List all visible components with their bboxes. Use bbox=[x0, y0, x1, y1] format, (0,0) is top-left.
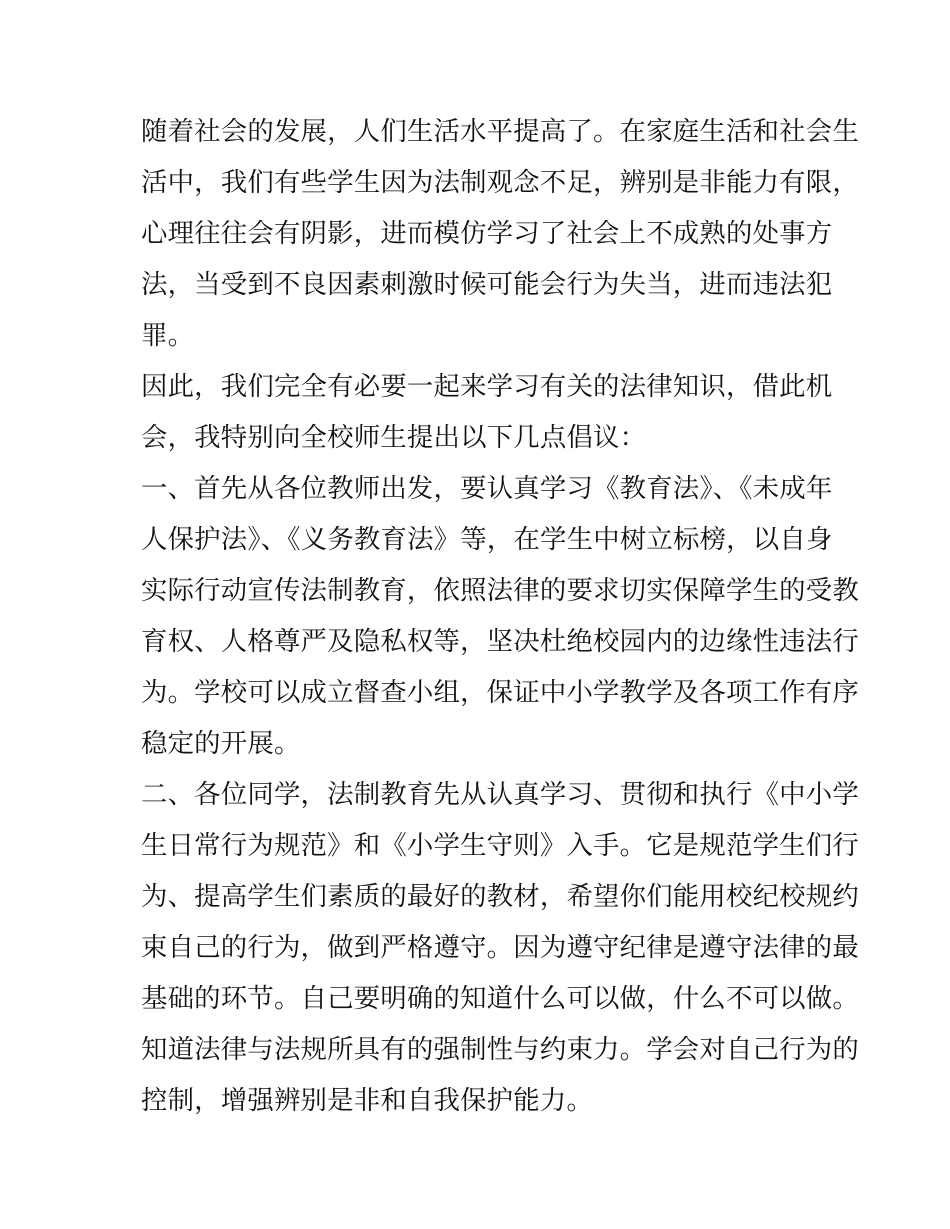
paragraph-4-line-4: 束自己的行为，做到严格遵守。因为遵守纪律是遵守法律的最 bbox=[141, 932, 859, 963]
paragraph-1-line-2: 活中，我们有些学生因为法制观念不足，辨别是非能力有限， bbox=[141, 167, 859, 198]
paragraph-3-line-1: 一、首先从各位教师出发，要认真学习《教育法》、《未成年 bbox=[141, 473, 833, 504]
paragraph-4-line-3: 为、提高学生们素质的最好的教材，希望你们能用校纪校规约 bbox=[141, 881, 859, 912]
paragraph-3-line-2: 人保护法》、《义务教育法》等，在学生中树立标榜，以自身 bbox=[141, 524, 833, 555]
paragraph-1-line-4: 法，当受到不良因素刺激时候可能会行为失当，进而违法犯 bbox=[141, 269, 833, 300]
paragraph-4-line-7: 控制，增强辨别是非和自我保护能力。 bbox=[141, 1085, 594, 1116]
paragraph-2-line-1: 因此，我们完全有必要一起来学习有关的法律知识，借此机 bbox=[141, 371, 833, 402]
paragraph-1-line-3: 心理往往会有阴影，进而模仿学习了社会上不成熟的处事方 bbox=[141, 218, 833, 249]
paragraph-4-line-6: 知道法律与法规所具有的强制性与约束力。学会对自己行为的 bbox=[141, 1034, 859, 1065]
paragraph-1-line-1: 随着社会的发展，人们生活水平提高了。在家庭生活和社会生 bbox=[141, 116, 859, 147]
paragraph-1-line-5: 罪。 bbox=[141, 320, 195, 351]
paragraph-4-line-2: 生日常行为规范》和《小学生守则》入手。它是规范学生们行 bbox=[141, 830, 859, 861]
paragraph-3-line-3: 实际行动宣传法制教育，依照法律的要求切实保障学生的受教 bbox=[141, 575, 859, 606]
paragraph-3-line-4: 育权、人格尊严及隐私权等，坚决杜绝校园内的边缘性违法行 bbox=[141, 626, 859, 657]
paragraph-3-line-5: 为。学校可以成立督查小组，保证中小学教学及各项工作有序 bbox=[141, 677, 859, 708]
document-body bbox=[141, 106, 859, 1126]
paragraph-2-line-2: 会，我特别向全校师生提出以下几点倡议： bbox=[141, 422, 647, 453]
paragraph-4-line-1: 二、各位同学，法制教育先从认真学习、贯彻和执行《中小学 bbox=[141, 779, 859, 810]
paragraph-4-line-5: 基础的环节。自己要明确的知道什么可以做，什么不可以做。 bbox=[141, 983, 859, 1014]
paragraph-3-line-6: 稳定的开展。 bbox=[141, 728, 301, 759]
